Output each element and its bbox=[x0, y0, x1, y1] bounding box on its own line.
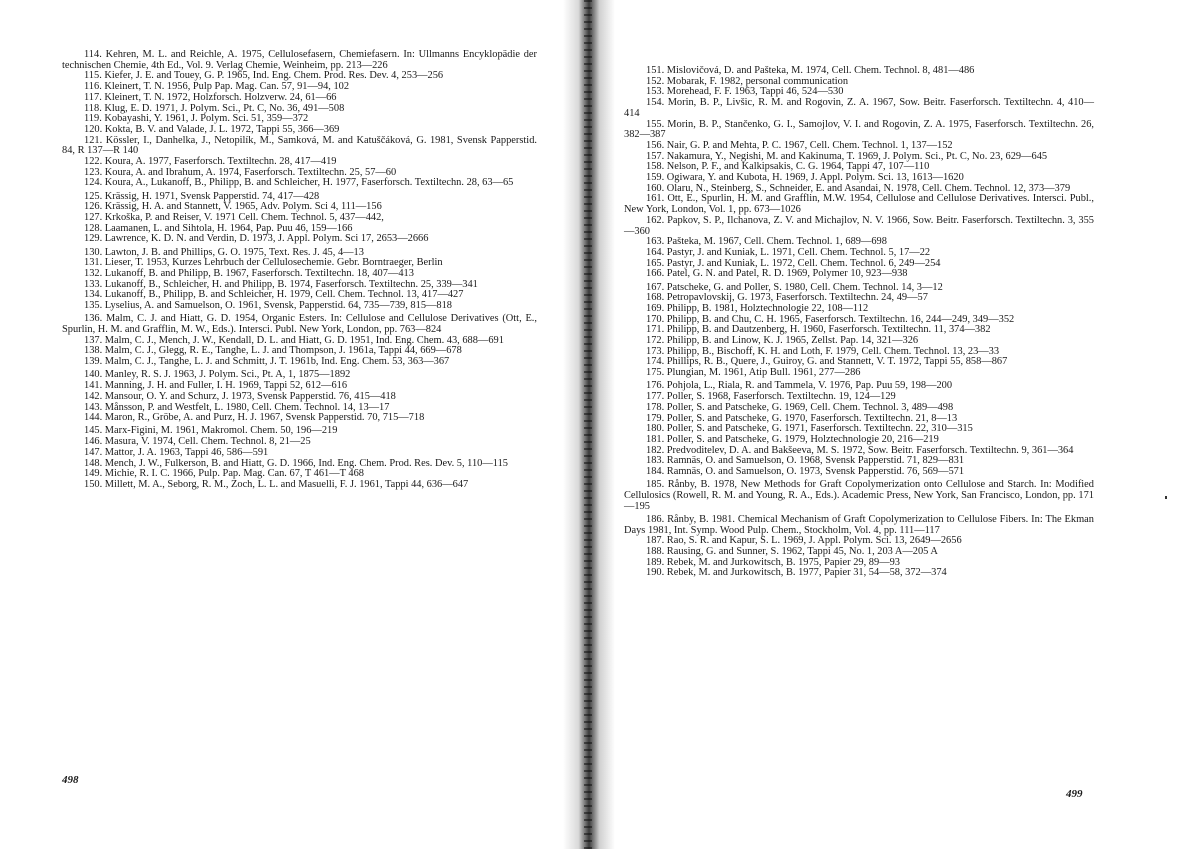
reference-entry: 153. Morehead, F. F. 1963, Tappi 46, 524—530 bbox=[646, 86, 844, 98]
reference-entry: 161. Ott, E., Spurlin, H. M. and Grafflin, M.W. 1954, Cellulose and Cellulose Derivatives. Intersci. Publ., New York, London, Vol. 1, pp. 673—1026 bbox=[624, 193, 1094, 216]
reference-entry: 172. Philipp, B. and Linow, K. J. 1965, Zellst. Pap. 14, 321—326 bbox=[646, 335, 919, 347]
reference-entry: 165. Pastyr, J. and Kuniak, L. 1972, Cell. Chem. Technol. 6, 249—254 bbox=[646, 257, 941, 269]
reference-entry: 181. Poller, S. and Patscheke, G. 1979, Holztechnologie 20, 216—219 bbox=[646, 433, 939, 445]
reference-entry: 189. Rebek, M. and Jurkowitsch, B. 1975, Papier 29, 89—93 bbox=[646, 556, 900, 568]
reference-entry: 150. Millett, M. A., Seborg, R. M., Zoch, L. L. and Masuelli, F. J. 1961, Tappi 44, 636—647 bbox=[84, 478, 469, 490]
reference-entry: 182. Predvoditelev, D. A. and Bakšeeva, M. S. 1972, Sow. Beitr. Faserforsch. Textiltechn. 9, 361—364 bbox=[646, 444, 1074, 456]
reference-entry: 117. Kleinert, T. N. 1972, Holzforsch. Holzverw. 24, 61—66 bbox=[84, 91, 337, 103]
reference-entry: 148. Mench, J. W., Fulkerson, B. and Hiatt, G. D. 1966, Ind. Eng. Chem. Prod. Res. Dev. 5, 110—115 bbox=[84, 457, 508, 469]
reference-entry: 187. Rao, S. R. and Kapur, S. L. 1969, J. Appl. Polym. Sci. 13, 2649—2656 bbox=[646, 535, 962, 547]
left-page bbox=[0, 0, 585, 849]
reference-entry: 169. Philipp, B. 1981, Holztechnologie 22, 108—112 bbox=[646, 302, 869, 314]
reference-entry: 122. Koura, A. 1977, Faserforsch. Textiltechn. 28, 417—419 bbox=[84, 156, 337, 168]
reference-entry: 173. Philipp, B., Bischoff, K. H. and Loth, F. 1979, Cell. Chem. Technol. 13, 23—33 bbox=[646, 345, 1000, 357]
reference-entry: 175. Plungian, M. 1961, Atip Bull. 1961, 277—286 bbox=[646, 367, 861, 379]
reference-entry: 185. Rånby, B. 1978, New Methods for Graft Copolymerization onto Cellulose and Starch. In: Modified Cellulosics (Rowell, R. M. and Young, R. A., Eds.). Academic Press, New York, San Francisco, London, pp. 171—195 bbox=[624, 479, 1094, 512]
reference-entry: 144. Maron, R., Gröbe, A. and Purz, H. J. 1967, Svensk Papperstid. 70, 715—718 bbox=[84, 412, 425, 424]
reference-entry: 127. Krkoška, P. and Reiser, V. 1971 Cell. Chem. Technol. 5, 437—442, bbox=[84, 212, 384, 224]
reference-entry: 171. Philipp, B. and Dautzenberg, H. 1960, Faserforsch. Textiltechn. 11, 374—382 bbox=[646, 324, 991, 336]
reference-entry: 156. Nair, G. P. and Mehta, P. C. 1967, Cell. Chem. Technol. 1, 137—152 bbox=[646, 139, 953, 151]
reference-entry: 146. Masura, V. 1974, Cell. Chem. Technol. 8, 21—25 bbox=[84, 436, 311, 448]
reference-entry: 183. Ramnäs, O. and Samuelson, O. 1968, Svensk Papperstid. 71, 829—831 bbox=[646, 455, 965, 467]
reference-entry: 147. Mattor, J. A. 1963, Tappi 46, 586—591 bbox=[84, 446, 269, 458]
reference-entry: 123. Koura, A. and Ibrahum, A. 1974, Faserforsch. Textiltechn. 25, 57—60 bbox=[84, 166, 397, 178]
reference-entry: 168. Petropavlovskij, G. 1973, Faserforsch. Textiltechn. 24, 49—57 bbox=[646, 292, 928, 304]
reference-entry: 151. Mislovičová, D. and Pašteka, M. 1974, Cell. Chem. Technol. 8, 481—486 bbox=[646, 65, 975, 76]
reference-entry: 143. Månsson, P. and Westfelt, L. 1980, Cell. Chem. Technol. 14, 13—17 bbox=[84, 401, 390, 413]
reference-entry: 188. Rausing, G. and Sunner, S. 1962, Tappi 45, No. 1, 203 A—205 A bbox=[646, 545, 938, 557]
reference-entry: 137. Malm, C. J., Mench, J. W., Kendall, D. L. and Hiatt, G. D. 1951, Ind. Eng. Chem. 43, 688—691 bbox=[84, 334, 504, 346]
reference-entry: 164. Pastyr, J. and Kuniak, L. 1971, Cell. Chem. Technol. 5, 17—22 bbox=[646, 246, 931, 258]
page-number-left: 498 bbox=[62, 774, 79, 786]
reference-entry: 118. Klug, E. D. 1971, J. Polym. Sci., Pt. C, No. 36, 491—508 bbox=[84, 102, 345, 114]
reference-entry: 134. Lukanoff, B., Philipp, B. and Schleicher, H. 1979, Cell. Chem. Technol. 13, 417—427 bbox=[84, 289, 464, 301]
reference-entry: 149. Michie, R. I. C. 1966, Pulp. Pap. Mag. Can. 67, T 461—T 468 bbox=[84, 468, 364, 480]
reference-entry: 119. Kobayashi, Y. 1961, J. Polym. Sci. 51, 359—372 bbox=[84, 113, 309, 125]
reference-entry: 132. Lukanoff, B. and Philipp, B. 1967, Faserforsch. Textiltechn. 18, 407—413 bbox=[84, 268, 414, 280]
reference-entry: 129. Lawrence, K. D. N. and Verdin, D. 1973, J. Appl. Polym. Sci 17, 2653—2666 bbox=[84, 233, 429, 245]
right-page bbox=[615, 0, 1200, 849]
reference-list-right bbox=[624, 66, 1094, 579]
reference-entry: 157. Nakamura, Y., Negishi, M. and Kakinuma, T. 1969, J. Polym. Sci., Pt. C, No. 23, 629—645 bbox=[646, 150, 1048, 162]
reference-entry: 180. Poller, S. and Patscheke, G. 1971, Faserforsch. Textiltechn. 22, 310—315 bbox=[646, 423, 973, 435]
reference-entry: 145. Marx-Figini, M. 1961, Makromol. Chem. 50, 196—219 bbox=[84, 425, 338, 437]
reference-entry: 124. Koura, A., Lukanoff, B., Philipp, B. and Schleicher, H. 1977, Faserforsch. Textiltechn. 28, 63—65 bbox=[84, 177, 514, 189]
reference-entry: 136. Malm, C. J. and Hiatt, G. D. 1954, Organic Esters. In: Cellulose and Cellulose Derivatives (Ott, E., Spurlin, H. M. and Grafflin, M. W., Eds.). Intersci. Publ. New York, London, pp. 763—824 bbox=[62, 313, 537, 336]
reference-entry: 159. Ogiwara, Y. and Kubota, H. 1969, J. Appl. Polym. Sci. 13, 1613—1620 bbox=[646, 172, 964, 184]
reference-entry: 141. Manning, J. H. and Fuller, I. H. 1969, Tappi 52, 612—616 bbox=[84, 380, 348, 392]
reference-entry: 174. Phillips, R. B., Quere, J., Guiroy, G. and Stannett, V. T. 1972, Tappi 55, 858—867 bbox=[646, 356, 1008, 368]
reference-entry: 115. Kiefer, J. E. and Touey, G. P. 1965, Ind. Eng. Chem. Prod. Res. Dev. 4, 253—256 bbox=[84, 70, 444, 82]
reference-entry: 176. Pohjola, L., Riala, R. and Tammela, V. 1976, Pap. Puu 59, 198—200 bbox=[646, 380, 953, 392]
page-number-right: 499 bbox=[1066, 788, 1083, 800]
reference-entry: 126. Krässig, H. A. and Stannett, V. 1965, Adv. Polym. Sci 4, 111—156 bbox=[84, 201, 382, 213]
book-binding-edge bbox=[584, 0, 592, 849]
reference-entry: 163. Pašteka, M. 1967, Cell. Chem. Technol. 1, 689—698 bbox=[646, 236, 887, 248]
reference-entry: 179. Poller, S. and Patscheke, G. 1970, Faserforsch. Textiltechn. 21, 8—13 bbox=[646, 412, 958, 424]
reference-entry: 140. Manley, R. S. J. 1963, J. Polym. Sci., Pt. A, 1, 1875—1892 bbox=[84, 369, 351, 381]
reference-entry: 178. Poller, S. and Patscheke, G. 1969, Cell. Chem. Technol. 3, 489—498 bbox=[646, 401, 954, 413]
reference-entry: 135. Lyselius, A. and Samuelson, O. 1961, Svensk, Papperstid. 64, 735—739, 815—818 bbox=[84, 300, 452, 312]
reference-entry: 190. Rebek, M. and Jurkowitsch, B. 1977, Papier 31, 54—58, 372—374 bbox=[646, 567, 947, 579]
reference-entry: 158. Nelson, P. F., and Kalkipsakis, C. G. 1964, Tappi 47, 107—110 bbox=[646, 161, 930, 173]
reference-entry: 162. Papkov, S. P., Ilchanova, Z. V. and Michajlov, N. V. 1966, Sow. Beitr. Faserforsch. Textiltechn. 3, 355—360 bbox=[624, 214, 1094, 237]
reference-entry: 170. Philipp, B. and Chu, C. H. 1965, Faserforsch. Textiltechn. 16, 244—249, 349—352 bbox=[646, 313, 1015, 325]
reference-entry: 120. Kokta, B. V. and Valade, J. L. 1972, Tappi 55, 366—369 bbox=[84, 123, 340, 135]
reference-entry: 160. Olaru, N., Steinberg, S., Schneider, E. and Asandai, N. 1978, Cell. Chem. Technol. 12, 373—379 bbox=[646, 182, 1071, 194]
reference-entry: 184. Ramnäs, O. and Samuelson, O. 1973, Svensk Papperstid. 76, 569—571 bbox=[646, 466, 965, 478]
reference-entry: 166. Patel, G. N. and Patel, R. D. 1969, Polymer 10, 923—938 bbox=[646, 268, 908, 280]
reference-entry: 133. Lukanoff, B., Schleicher, H. and Philipp, B. 1974, Faserforsch. Textiltechn. 25, 339—341 bbox=[84, 278, 478, 290]
reference-entry: 154. Morin, B. P., Livšic, R. M. and Rogovin, Z. A. 1967, Sow. Beitr. Faserforsch. Textiltechn. 4, 410—414 bbox=[624, 97, 1094, 119]
reference-entry: 186. Rånby, B. 1981. Chemical Mechanism of Graft Copolymerization to Cellulose Fibers. In: The Ekman Days 1981, Int. Symp. Wood Pulp. Chem., Stockholm, Vol. 4, pp. 111—117 bbox=[624, 513, 1094, 536]
reference-entry: 130. Lawton, J. B. and Phillips, G. O. 1975, Text. Res. J. 45, 4—13 bbox=[84, 246, 364, 258]
reference-entry: 177. Poller, S. 1968, Faserforsch. Textiltechn. 19, 124—129 bbox=[646, 391, 896, 403]
scan-speck bbox=[1165, 496, 1167, 499]
reference-entry: 155. Morin, B. P., Stančenko, G. I., Samojlov, V. I. and Rogovin, Z. A. 1975, Faserforsch. Textiltechn. 26, 382—387 bbox=[624, 118, 1094, 141]
reference-list-left bbox=[62, 50, 537, 491]
reference-entry: 131. Lieser, T. 1953, Kurzes Lehrbuch der Cellulosechemie. Gebr. Borntraeger, Berlin bbox=[84, 257, 443, 269]
reference-entry: 128. Laamanen, L. and Sihtola, H. 1964, Pap. Puu 46, 159—166 bbox=[84, 222, 353, 234]
reference-entry: 114. Kehren, M. L. and Reichle, A. 1975, Cellulosefasern, Chemiefasern. In: Ullmanns Encyklopädie der technischen Chemie, 4th Ed., Vol. 9. Verlag Chemie, Weinheim, pp. 213—226 bbox=[62, 49, 537, 71]
reference-entry: 121. Kössler, I., Danhelka, J., Netopilík, M., Samková, M. and Katuščáková, G. 1981, Svensk Papperstid. 84, R 137—R 140 bbox=[62, 134, 537, 157]
reference-entry: 142. Mansour, O. Y. and Schurz, J. 1973, Svensk Papperstid. 76, 415—418 bbox=[84, 390, 396, 402]
reference-entry: 139. Malm, C. J., Tanghe, L. J. and Schmitt, J. T. 1961b, Ind. Eng. Chem. 53, 363—367 bbox=[84, 356, 450, 368]
reference-entry: 152. Mobarak, F. 1982, personal communication bbox=[646, 75, 849, 87]
reference-entry: 138. Malm, C. J., Glegg, R. E., Tanghe, L. J. and Thompson, J. 1961a, Tappi 44, 669—678 bbox=[84, 345, 462, 357]
reference-entry: 167. Patscheke, G. and Poller, S. 1980, Cell. Chem. Technol. 14, 3—12 bbox=[646, 281, 943, 293]
reference-entry: 116. Kleinert, T. N. 1956, Pulp Pap. Mag. Can. 57, 91—94, 102 bbox=[84, 81, 350, 93]
reference-entry: 125. Krässig, H. 1971, Svensk Papperstid. 74, 417—428 bbox=[84, 190, 320, 202]
